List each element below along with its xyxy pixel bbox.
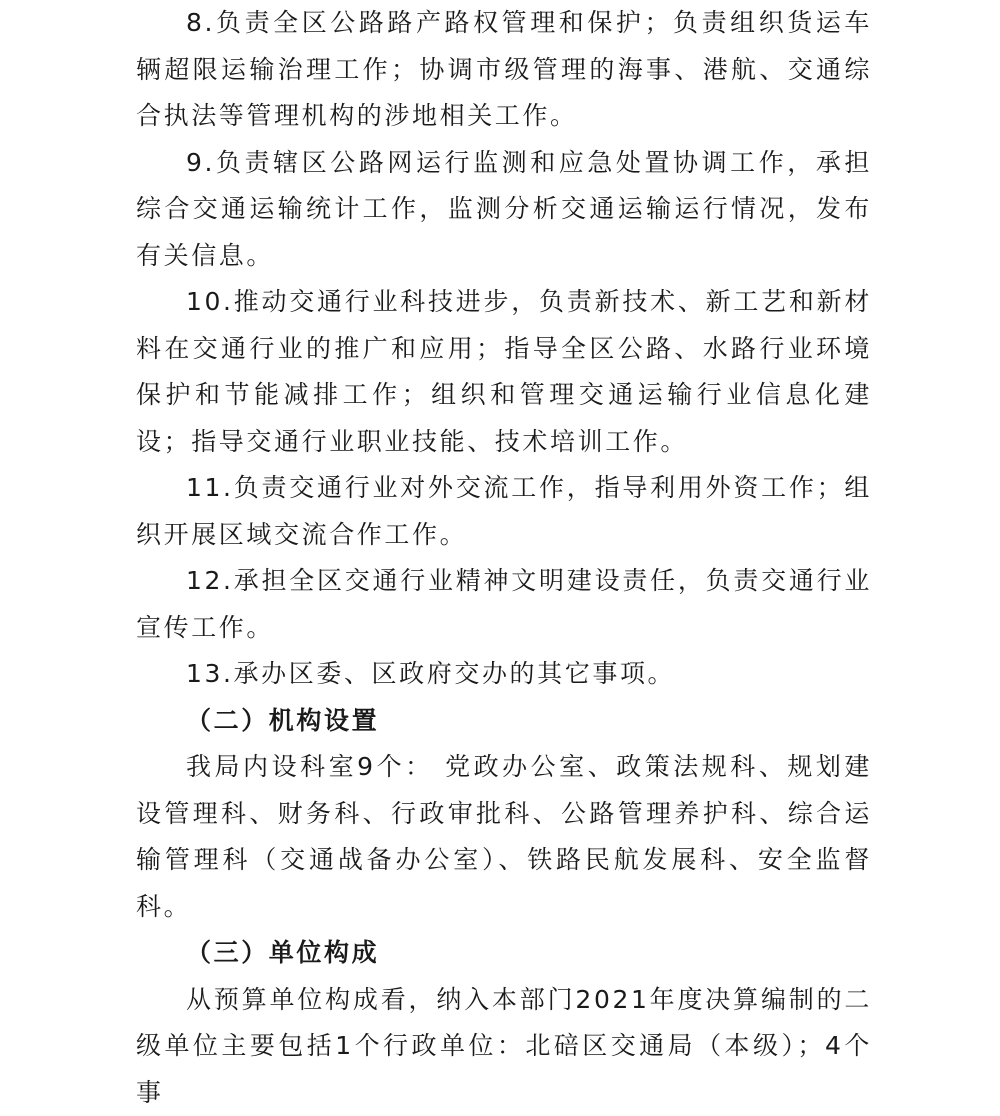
section-heading-organization: （二）机构设置 xyxy=(136,698,872,745)
paragraph-unit-composition: 从预算单位构成看，纳入本部门2021年度决算编制的二级单位主要包括1个行政单位：北碚区交通局（本级）；4个事 xyxy=(136,977,872,1116)
section-heading-unit-composition: （三）单位构成 xyxy=(136,930,872,977)
paragraph-item-8: 8.负责全区公路路产路权管理和保护；负责组织货运车辆超限运输治理工作；协调市级管理的海事、港航、交通综合执法等管理机构的涉地相关工作。 xyxy=(136,0,872,140)
paragraph-item-13: 13.承办区委、区政府交办的其它事项。 xyxy=(136,651,872,698)
paragraph-item-10: 10.推动交通行业科技进步，负责新技术、新工艺和新材料在交通行业的推广和应用；指导全区公路、水路行业环境保护和节能减排工作；组织和管理交通运输行业信息化建设；指导交通行业职业技能、技术培训工作。 xyxy=(136,279,872,465)
paragraph-item-11: 11.负责交通行业对外交流工作，指导利用外资工作；组织开展区域交流合作工作。 xyxy=(136,465,872,558)
paragraph-item-12: 12.承担全区交通行业精神文明建设责任，负责交通行业宣传工作。 xyxy=(136,558,872,651)
paragraph-organization-setup: 我局内设科室9个： 党政办公室、政策法规科、规划建设管理科、财务科、行政审批科、公路管理养护科、综合运输管理科（交通战备办公室）、铁路民航发展科、安全监督科。 xyxy=(136,744,872,930)
paragraph-item-9: 9.负责辖区公路网运行监测和应急处置协调工作，承担综合交通运输统计工作，监测分析交通运输运行情况，发布有关信息。 xyxy=(136,140,872,280)
document-body xyxy=(136,0,872,1116)
